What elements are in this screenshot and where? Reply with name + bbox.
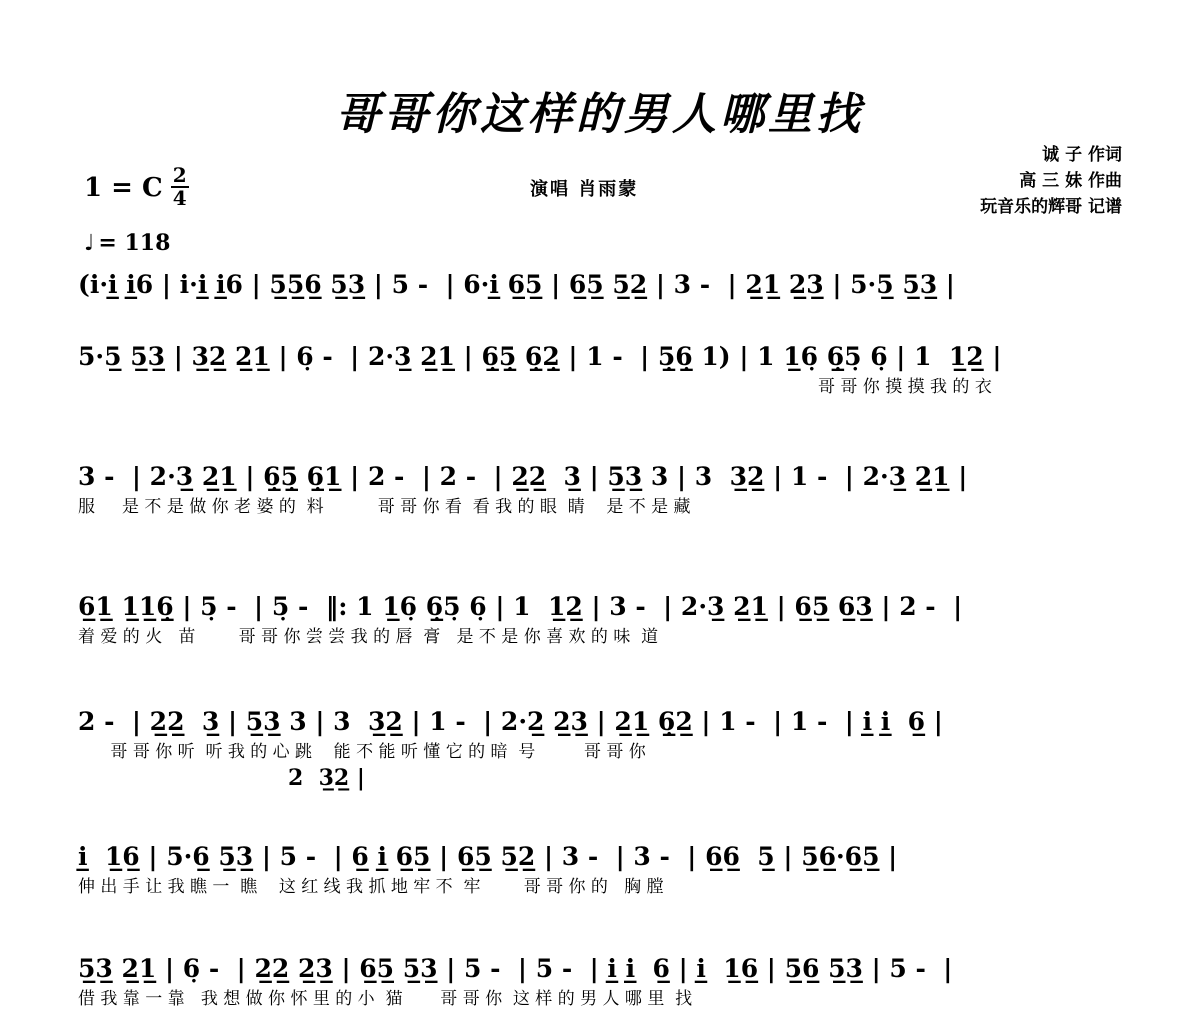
music-system-3	[78, 460, 1128, 520]
music-system-4	[78, 590, 1128, 650]
quarter-note-icon: ♩	[84, 230, 95, 256]
lyrics-line: 借 我 靠 一 靠 我 想 做 你 怀 里 的 小 猫 哥 哥 你 这 样 的 男 人 哪 里 找	[78, 989, 693, 1009]
music-system-2	[78, 340, 1128, 400]
lyrics-line: 哥 哥 你 听 听 我 的 心 跳 能 不 能 听 懂 它 的 暗 号 哥 哥 你	[78, 742, 646, 762]
tempo-value: = 118	[98, 230, 171, 256]
credits-block	[980, 142, 1122, 220]
key-signature	[84, 163, 189, 210]
music-system-6	[78, 840, 1128, 900]
credit-lyricist: 诚 子 作词	[1042, 145, 1122, 165]
notation-line: (i·i̲ i̲6 | i·i̲ i̲6 | 5̲5̲6̲ 5̲3̲ | 5 - | 6·i̲ 6̲5̲ | 6̲5̲ 5̲2̲ | 3 - | 2̲1̲ 2̲3̲ | 5·5̲ 5̲3̲ |	[78, 270, 955, 299]
lyrics-line: 哥 哥 你 摸 摸 我 的 衣	[818, 377, 992, 397]
notation-line: 3 - | 2·3̲ 2̲1̲ | 6̣̲5̣̲ 6̣̲1̲ | 2 - | 2 - | 2̲2̲ 3̲ | 5̲3̲ 3 | 3 3̲2̲ | 1 - | 2·3̲ 2̲1̲ |	[78, 462, 968, 491]
credit-transcriber: 玩音乐的辉哥 记谱	[980, 197, 1122, 217]
notation-line: 2 - | 2̲2̲ 3̲ | 5̲3̲ 3 | 3 3̲2̲ | 1 - | 2·2̲ 2̲3̲ | 2̲1̲ 6̣̲2̲ | 1 - | 1 - | i̲ i̲ 6̲ |	[78, 707, 943, 736]
notation-line: 5̲3̲ 2̲1̲ | 6̣ - | 2̲2̲ 2̲3̲ | 6̲5̲ 5̲3̲ | 5 - | 5 - | i̲ i̲ 6̲ | i̲ 1̲6̲ | 5̲6̲ 5̲3̲ | 5 - |	[78, 954, 953, 983]
lyrics-line: 着 爱 的 火 苗 哥 哥 你 尝 尝 我 的 唇 膏 是 不 是 你 喜 欢 的 味 道	[78, 627, 659, 647]
notation-line: 5·5̲ 5̲3̲ | 3̲2̲ 2̲1̲ | 6̣ - | 2·3̲ 2̲1̲ | 6̣̲5̣̲ 6̣̲2̣̲ | 1 - | 5̣̲6̣̲ 1) | 1 1̲6̣ 6̣̲5̣ 6̣ | 1 1̲2̲ |	[78, 342, 1002, 371]
time-signature-numerator: 2	[172, 163, 187, 187]
music-system-7	[78, 952, 1128, 1012]
time-signature	[171, 165, 189, 209]
credit-composer: 高 三 妹 作曲	[1019, 171, 1122, 191]
lyrics-line: 伸 出 手 让 我 瞧 一 瞧 这 红 线 我 抓 地 牢 不 牢 哥 哥 你 的 胸 膛	[78, 877, 664, 897]
notation-line: 6̲1̲ 1̲1̲6̣̲ | 5̣ - | 5̣ - ‖: 1 1̲6̣ 6̣̲5̣ 6̣ | 1 1̲2̲ | 3 - | 2·3̲ 2̲1̲ | 6̲5̲ 6̲3̲ | 2 - |	[78, 592, 963, 621]
singer-label: 演唱 肖雨蒙	[530, 179, 639, 200]
key-label: 1 = C	[84, 173, 163, 203]
music-system-1	[78, 268, 1128, 302]
ossia-notation-line: 2 3̲2̲ |	[288, 765, 365, 791]
lyrics-line: 服 是 不 是 做 你 老 婆 的 料 哥 哥 你 看 看 我 的 眼 睛 是 不 是 藏	[78, 497, 691, 517]
page-title: 哥哥你这样的男人哪里找	[336, 89, 864, 140]
music-system-5	[78, 705, 1128, 791]
notation-line: i̲ 1̲6̲ | 5·6̲ 5̲3̲ | 5 - | 6̲ i̲ 6̲5̲ | 6̲5̲ 5̲2̲ | 3 - | 3 - | 6̲6̲ 5̲ | 5̲6̲·6̲5̲ |	[78, 842, 898, 871]
time-signature-denominator: 4	[172, 186, 187, 210]
tempo-marking	[84, 230, 170, 256]
